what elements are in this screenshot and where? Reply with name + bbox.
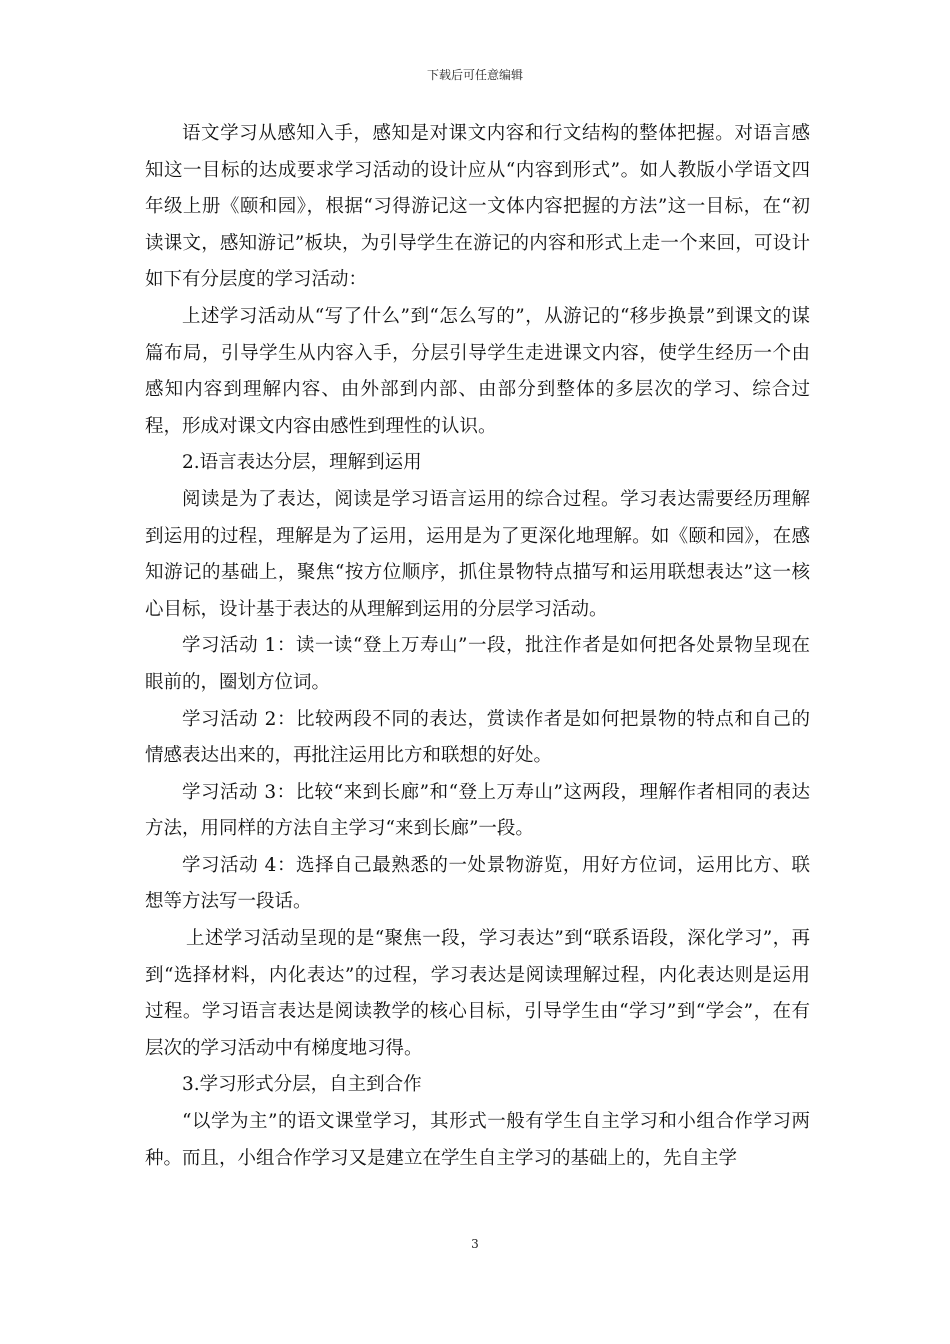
paragraph: 阅读是为了表达，阅读是学习语言运用的综合过程。学习表达需要经历理解到运用的过程，理解是为了运用，运用是为了更深化地理解。如《颐和园》，在感知游记的基础上，聚焦“按方位顺序，抓住景物特点描写和运用联想表达”这一核心目标，设计基于表达的从理解到运用的分层学习活动。 bbox=[145, 488, 810, 620]
section-heading: 2.语言表达分层，理解到运用 bbox=[182, 452, 422, 474]
activity-item: 学习活动 3：比较“来到长廊”和“登上万寿山”这两段，理解作者相同的表达方法，用同样的方法自主学习“来到长廊”一段。 bbox=[145, 781, 810, 840]
paragraph: 上述学习活动呈现的是“聚焦一段，学习表达”到“联系语段，深化学习”，再到“选择材料，内化表达”的过程，学习表达是阅读理解过程，内化表达则是运用过程。学习语言表达是阅读教学的核心目标，引导学生由“学习”到“学会”，在有层次的学习活动中有梯度地习得。 bbox=[145, 928, 810, 1059]
document-body bbox=[145, 116, 810, 1177]
activity-item: 学习活动 4：选择自己最熟悉的一处景物游览，用好方位词，运用比方、联想等方法写一段话。 bbox=[145, 854, 810, 913]
paragraph: “以学为主”的语文课堂学习，其形式一般有学生自主学习和小组合作学习两种。而且，小组合作学习又是建立在学生自主学习的基础上的，先自主学 bbox=[145, 1111, 810, 1169]
page-number: 3 bbox=[471, 1237, 479, 1251]
activity-item: 学习活动 2：比较两段不同的表达，赏读作者是如何把景物的特点和自己的情感表达出来的，再批注运用比方和联想的好处。 bbox=[145, 708, 810, 767]
activity-item: 学习活动 1：读一读“登上万寿山”一段，批注作者是如何把各处景物呈现在眼前的，圈划方位词。 bbox=[145, 635, 810, 693]
paragraph: 上述学习活动从“写了什么”到“怎么写的”，从游记的“移步换景”到课文的谋篇布局，引导学生从内容入手，分层引导学生走进课文内容，使学生经历一个由感知内容到理解内容、由外部到内部、由部分到整体的多层次的学习、综合过程，形成对课文内容由感性到理性的认识。 bbox=[145, 305, 810, 437]
paragraph: 语文学习从感知入手，感知是对课文内容和行文结构的整体把握。对语言感知这一目标的达成要求学习活动的设计应从“内容到形式”。如人教版小学语文四年级上册《颐和园》，根据“习得游记这一文体内容把握的方法”这一目标，在“初读课文，感知游记”板块，为引导学生在游记的内容和形式上走一个来回，可设计如下有分层度的学习活动： bbox=[145, 123, 810, 291]
section-heading: 3.学习形式分层，自主到合作 bbox=[182, 1074, 422, 1096]
page-header: 下载后可任意编辑 bbox=[426, 68, 523, 82]
